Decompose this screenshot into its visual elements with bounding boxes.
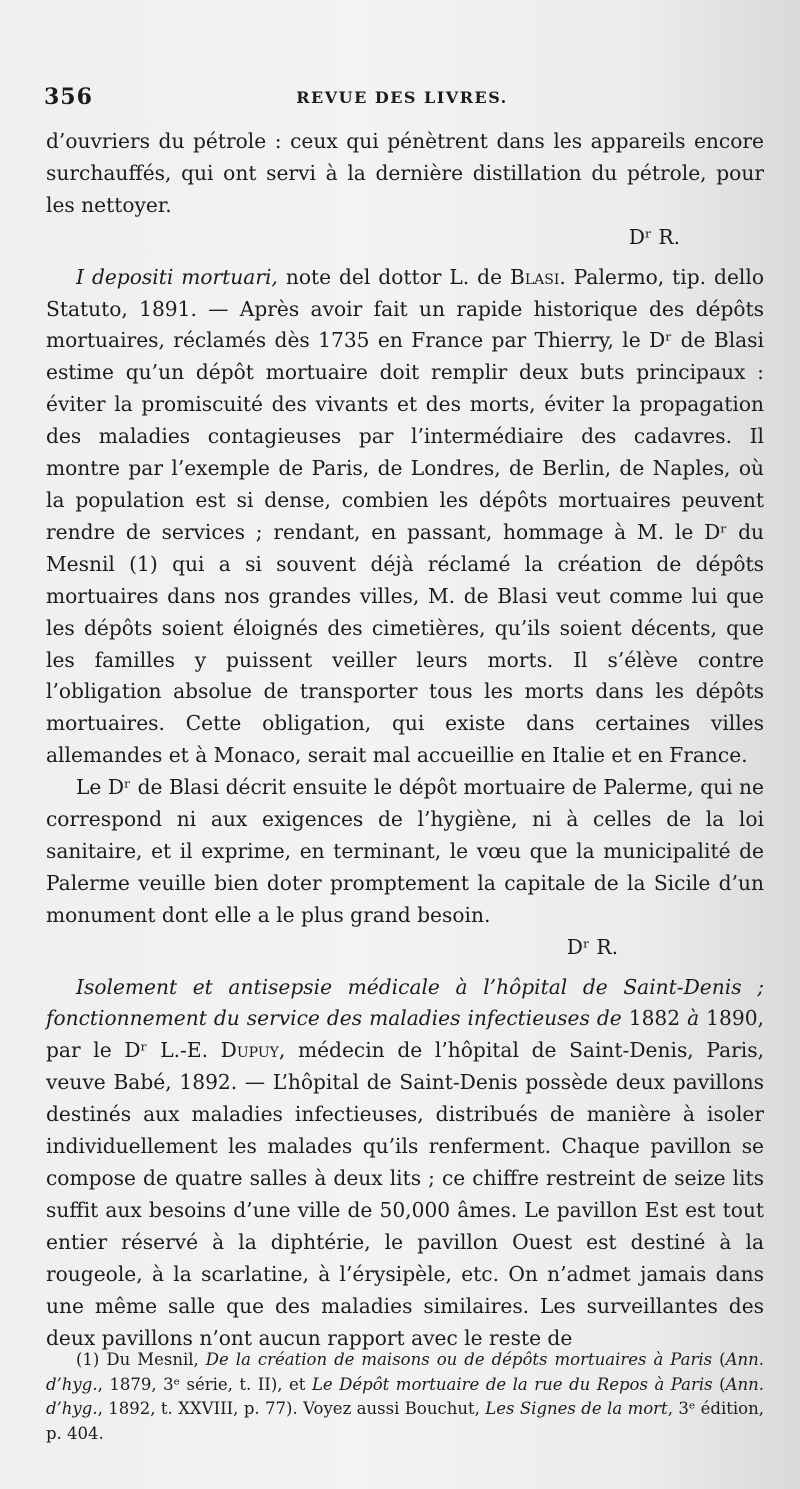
footnote-1: (1) Du Mesnil, De la création de maisons ou de dépôts mortuaires à Paris (Ann. d’hyg., 1879, 3ᵉ série, t. II), et Le Dépôt mortuaire de la rue du Repos à Paris (Ann. d’hyg., 1892, t. XXVIII, p. 77). Voyez aussi Bouchut, Les Signes de la mort, 3ᵉ édition, p. 404. xyxy=(46,1350,765,1443)
author-name: Dupuy xyxy=(220,1038,279,1063)
author-name: Blasi xyxy=(509,264,560,289)
paragraph-continuation: d’ouvriers du pétrole : ceux qui pénètrent dans les appareils encore surchauffés, qui ont servi à la dernière distillation du pétrole, pour les nettoyer. xyxy=(46,129,764,217)
page-header xyxy=(44,84,760,114)
review-isolement: Isolement et antisepsie médicale à l’hôpital de Saint-Denis ; fonctionnement du service des maladies infectieuses de 1882 à 1890, par le Dʳ L.-E. Dupuy, médecin de l’hôpital de Saint-Denis, Paris, veuve Babé, 1892. — L’hôpital de Saint-Denis possède deux pavillons destinés aux maladies infectieuses, distribués de manière à isoler individuellement les malades qu’ils renferment. Chaque pavillon se compose de quatre salles à deux lits ; ce chiffre restreint de seize lits suffit aux besoins d’une ville de 50,000 âmes. Le pavillon Est est tout entier réservé à la diphtérie, le pavillon Ouest est destiné à la rougeole, à la scarlatine, à l’érysipèle, etc. On n’admet jamais dans une même salle que des maladies similaires. Les surveillantes des deux pavillons n’ont aucun rapport avec le reste de xyxy=(46,974,764,1350)
running-title: REVUE DES LIVRES. xyxy=(296,88,508,107)
page-number: 356 xyxy=(44,84,93,110)
main-text xyxy=(46,126,764,1354)
signature: Dʳ R. xyxy=(628,224,680,249)
paragraph: Le Dʳ de Blasi décrit ensuite le dépôt mortuaire de Palerme, qui ne correspond ni aux exigences de l’hygiène, ni à celles de la loi sanitaire, et il exprime, en terminant, le vœu que la municipalité de Palerme veuille bien doter promptement la capitale de la Sicile d’un monument dont elle a le plus grand besoin. xyxy=(46,775,764,927)
footnotes xyxy=(46,1348,764,1446)
review-title: I depositi mortuari, xyxy=(76,264,278,289)
signature: Dʳ R. xyxy=(566,934,618,959)
review-title: Isolement et antisepsie médicale à l’hôpital de Saint-Denis ; fonctionnement du service des maladies infectieuses de xyxy=(46,974,764,1031)
review-depositi-mortuari: I depositi mortuari, note del dottor L. de Blasi. Palermo, tip. dello Statuto, 1891. — Après avoir fait un rapide historique des dépôts mortuaires, réclamés dès 1735 en France par Thierry, le Dʳ de Blasi estime qu’un dépôt mortuaire doit remplir deux buts principaux : éviter la promiscuité des vivants et des morts, éviter la propagation des maladies contagieuses par l’intermédiaire des cadavres. Il montre par l’exemple de Paris, de Londres, de Berlin, de Naples, où la population est si dense, combien les dépôts mortuaires peuvent rendre de services ; rendant, en passant, hommage à M. le Dʳ du Mesnil (1) qui a si souvent déjà réclamé la création de dépôts mortuaires dans nos grandes villes, M. de Blasi veut comme lui que les dépôts soient éloignés des cimetières, qu’ils soient décents, que les familles y puissent veiller leurs morts. Il s’élève contre l’obligation absolue de transporter tous les morts dans les dépôts mortuaires. Cette obligation, qui existe dans certaines villes allemandes et à Monaco, serait mal accueillie en Italie et en France. xyxy=(46,264,764,768)
